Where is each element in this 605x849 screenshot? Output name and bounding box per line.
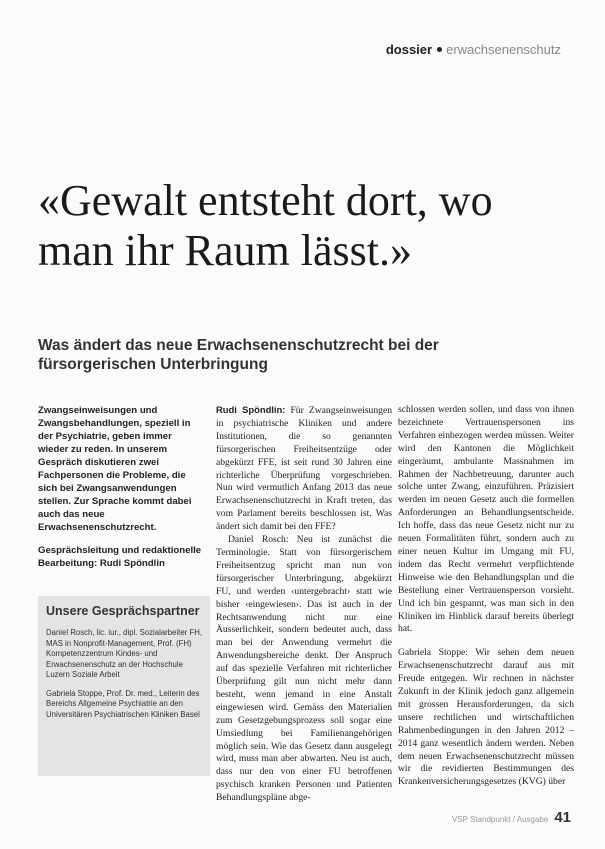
footer-source: VSP Standpunkt / Ausgabe	[451, 815, 549, 824]
partners-box	[38, 596, 210, 776]
section-header	[386, 42, 561, 57]
speaker-spoendlin: Rudi Spöndlin:	[216, 404, 286, 415]
partner-rosch: Daniel Rosch, lic. iur., dipl. Sozialarbeiter FH, MAS in Nonprofit-Management, Prof. (FH) Kompetenzzentrum Kindes- und Erwachsenenschutz an der Hochschule Luzern Soziale Arbeit	[46, 628, 202, 679]
page-footer	[452, 809, 571, 826]
dossier-label: dossier	[385, 42, 433, 57]
body-column-3	[398, 404, 574, 789]
answer-rosch-continued: schlossen werden sollen, und dass von ihnen bezeichnete Vertrauenspersonen ins Verfahren einbezogen werden müssen. Weiter wird den Kantonen die Möglichkeit eingeräumt, ambulante Massnahmen im Rahmen der Nachbetreuung, darunter auch solche unter Zwang, einzuführen. Präzisiert werden im neuen Gesetz auch die formellen Anforderungen an Behandlungsentscheide. Ich hoffe, dass das neue Gesetz nicht nur zu neuen Formalitäten führt, sondern auch zu einer neuen Kultur im Umgang mit FU, indem das Recht vermehrt verpflichtende Hinweise wie den Behandlungsplan und die Bestellung einer Vertrauensperson vorsieht. Und ich bin gespannt, was man sich in den Kliniken im Hinblick darauf bereits überlegt hat.	[398, 404, 574, 635]
partner-stoppe: Gabriela Stoppe, Prof. Dr. med., Leiterin des Bereichs Allgemeine Psychiatrie an den Universitären Psychiatrischen Kliniken Basel	[46, 688, 200, 719]
article-subtitle: Was ändert das neue Erwachsenenschutzrecht bei der fürsorgerischen Unterbringung	[38, 337, 439, 373]
answer-rosch-paragraph: Daniel Rosch: Neu ist zunächst die Terminologie. Statt von fürsorgerischem Freiheitsentzug spricht man nun von fürsorgerischer Unterbringung, abgekürzt FU, und werden ‹untergebracht› statt wie bisher ‹eingewiesen›. Das ist auch in der Rechtsanwendung nicht nur eine Äusserlichkeit, sondern bedeutet auch, dass man bei der Anwendung vermehrt die Anwendungsbereiche denkt. Der Anspruch auf das spezielle Verfahren mit richterlicher Überprüfung gilt nun nicht mehr dann besteht, wenn jemand in eine Anstalt eingewiesen wird. Gemäss den Materialien zum Gesetzgebungsprozess soll sogar eine Umsiedlung bei Familienangehörigen möglich sein. Wie das Gesetz dann ausgelegt wird, muss man aber abwarten. Neu ist auch, dass nur den von einer FU betroffenen psychisch kranken Personen und Patienten Behandlungspläne abge-	[216, 534, 392, 804]
article-title: «Gewalt entsteht dort, wo man ihr Raum lässt.»	[38, 176, 493, 275]
partners-heading: Unsere Gesprächspartner	[46, 604, 200, 618]
answer-stoppe-paragraph: Gabriela Stoppe: Wir sehen dem neuen Erwachsenenschutzrecht darauf aus mit Freude entgegen. Wir rechnen in nächster Zukunft in der Klinik jedoch ganz allgemein mit grossen Herausforderungen, da sich unsere rechtlichen und wirtschaftlichen Rahmenbedingungen in den Jahren 2012 – 2014 ganz wesentlich ändern werden. Neben dem neuen Erwachsenenschutzrecht müssen wir die revidierten Bestimmungen des Krankenversicherungsgesetzes (KVG) über	[398, 647, 574, 788]
intro-lead: Zwangseinweisungen und Zwangsbehandlungen, speziell in der Psychiatrie, geben immer wieder zu reden. In unserem Gespräch diskutieren zwei Fachpersonen die Probleme, die sich bei Zwangsanwendungen stellen. Zur Sprache kommt dabei auch das neue Erwachsenenschutzrecht.	[38, 405, 192, 533]
question-paragraph	[216, 404, 392, 534]
intro-column	[38, 404, 204, 580]
intro-credit: Gesprächsleitung und redaktionelle Bearbeitung: Rudi Spöndlin	[38, 545, 202, 569]
page-number: 41	[554, 809, 571, 826]
question-text: Für Zwangseinweisungen in psychiatrische Kliniken und andere Institutionen, die so genannten fürsorgerischen Freiheitsentzüge oder abgekürzt FFE, ist seit rund 30 Jahren eine richterliche Überprüfung vorgeschrieben. Nun wird vermutlich Anfang 2013 das neue Erwachsenenschutzrecht in Kraft treten, das vom Parlament bereits beschlossen ist. Was ändert sich damit bei den FFE?	[216, 405, 393, 533]
bullet-dot-icon	[437, 47, 442, 52]
body-column-2	[216, 404, 392, 805]
section-label: erwachsenenschutz	[446, 42, 561, 57]
